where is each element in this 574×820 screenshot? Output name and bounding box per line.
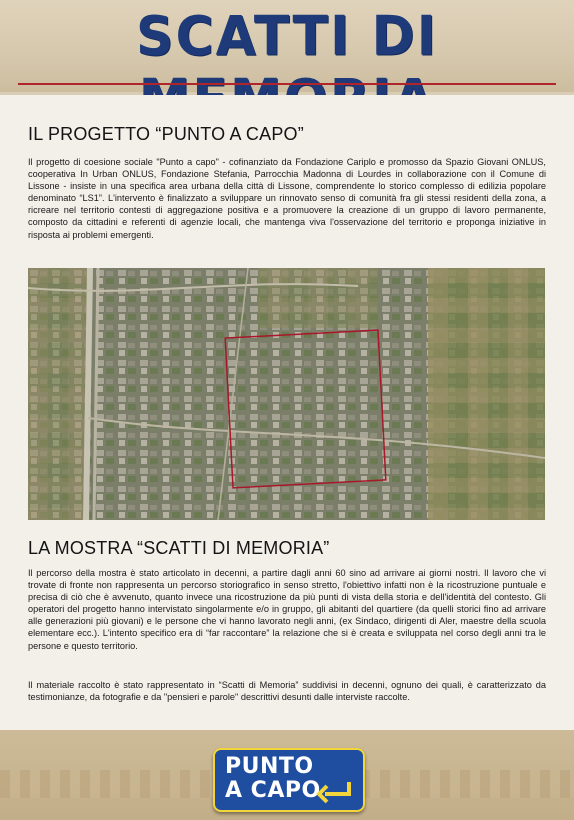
exhibition-text-2: Il materiale raccolto è stato rappresentato in “Scatti di Memoria” suddivisi in decenni, ognuno dei quali, è caratterizzato da testimonianze, da fotografie e da "pensieri e parole" descrittivi desunti dalle interviste raccolte. (28, 680, 546, 703)
punto-a-capo-logo (213, 748, 365, 812)
logo-line-1: PUNTO (225, 754, 314, 779)
header-banner (0, 0, 574, 92)
header-divider (18, 83, 556, 85)
logo-line-2: A CAPO (225, 778, 321, 803)
exhibition-title: LA MOSTRA “SCATTI DI MEMORIA” (28, 538, 330, 558)
page-title: SCATTI DI (136, 5, 438, 68)
return-arrow-icon (315, 780, 355, 804)
map-graphic (28, 268, 545, 520)
aerial-map-image (28, 268, 545, 520)
exhibition-text-1: Il percorso della mostra è stato articolato in decenni, a partire dagli anni 60 sino ad arrivare ai giorni nostri. Il lavoro che vi trovate di fronte non rappresenta un percorso storiografico in senso stretto, l'obiettivo infatti non è la ricostruzione puntuale e precisa di ciò che è avvenuto, quanto invece una ricostruzione da più punti di vista della storia e dell'identità del contesto. Gli operatori del progetto hanno intervistato singolarmente e/o in gruppo, gli abitanti del quartiere (da quelli storici fino ad arrivare alle generazioni più giovani) e le persone che vi hanno lavorato negli anni, (ex Sindaco, dirigenti di Aler, maestre della scuola elementare ecc.). L'intento specifico era di “far raccontare” la relazione che si è creata e sviluppata nel corso degli anni tra le persone e questo territorio. (28, 568, 546, 651)
project-title: IL PROGETTO “PUNTO A CAPO” (28, 124, 304, 144)
project-text: Il progetto di coesione sociale "Punto a capo" - cofinanziato da Fondazione Cariplo e promosso da Spazio Giovani ONLUS, cooperativa In Urban ONLUS, Fondazione Stefania, Parrocchia Madonna di Lourdes in collaborazione con il Comune di Lissone - insiste in una specifica area urbana della città di Lissone, comprendente lo storico complesso di edilizia popolare denominato “LS1”. L'intervento è finalizzato a sviluppare un rinnovato senso di comunità fra gli stessi residenti della zona, a ricreare nel territorio contesti di aggregazione positiva e a promuovere la creazione di un gruppo di lavoro permanente, composto da cittadini e referenti di agenzie locali, che mantenga viva l'osservazione del territorio e proponga iniziative in risposta ai problemi emergenti. (28, 157, 546, 240)
